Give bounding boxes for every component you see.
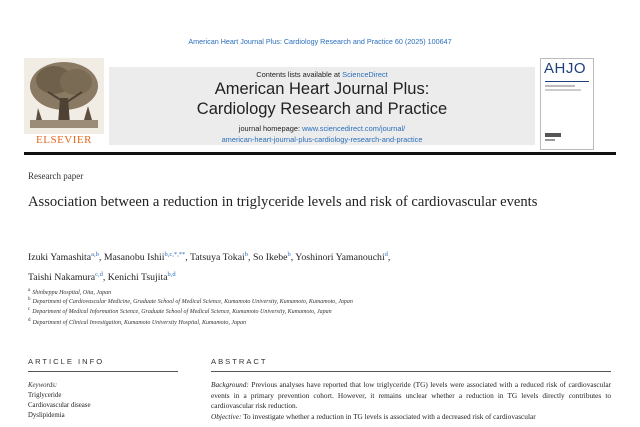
- author[interactable]: Tatsuya Tokai$^b$,: [190, 251, 251, 263]
- journal-title-line1: American Heart Journal Plus:: [214, 80, 430, 98]
- sciencedirect-link[interactable]: ScienceDirect: [342, 70, 388, 79]
- journal-title-line2: Cardiology Research and Practice: [196, 100, 448, 118]
- author[interactable]: Masanobu Ishii$^{b,c,*,**}$,: [103, 251, 188, 263]
- homepage-link-part2[interactable]: american-heart-journal-plus-cardiology-research-and-practice: [221, 135, 423, 144]
- objective-text: To investigate whether a reduction in TG levels is associated with a decreased risk of cardiovascular: [243, 411, 536, 421]
- keyword[interactable]: Cardiovascular disease: [28, 402, 91, 409]
- objective-label: Objective:: [211, 411, 242, 421]
- author[interactable]: Izuki Yamashita$^{a,b}$,: [28, 251, 102, 263]
- article-info-rule: [28, 371, 178, 372]
- homepage-label: journal homepage:: [238, 124, 301, 133]
- abstract-body: [211, 380, 611, 422]
- keyword[interactable]: Dyslipidemia: [28, 412, 65, 419]
- abstract-rule: [211, 371, 611, 372]
- elsevier-tree-icon: [24, 58, 104, 134]
- author[interactable]: So Ikebe$^b$,: [252, 251, 294, 263]
- elsevier-wordmark[interactable]: ELSEVIER: [36, 134, 92, 146]
- affiliation: $^c$ Department of Medical Information Science, Graduate School of Medical Science, Kumamoto University, Kumamoto, Japan: [28, 307, 332, 315]
- contents-line: [109, 70, 535, 79]
- keyword[interactable]: Triglyceride: [28, 392, 62, 399]
- author[interactable]: Yoshinori Yamanouchi$^d$,: [295, 251, 391, 263]
- homepage-link-part1[interactable]: www.sciencedirect.com/journal/: [302, 124, 406, 133]
- affiliation: $^a$ Shinbeppu Hospital, Oita, Japan: [28, 288, 112, 296]
- article-title: Association between a reduction in triglyceride levels and risk of cardiovascular events: [28, 194, 538, 210]
- journal-citation[interactable]: American Heart Journal Plus: Cardiology Research and Practice 60 (2025) 100647: [188, 37, 452, 46]
- journal-title: [109, 79, 535, 119]
- background-label: Background:: [211, 380, 249, 389]
- affiliation: $^d$ Department of Clinical Investigation, Kumamoto University Hospital, Kumamoto, Japan: [28, 318, 246, 326]
- author-list: [28, 246, 588, 286]
- cover-title: AHJO: [544, 60, 587, 77]
- contents-prefix: Contents lists available at: [256, 70, 341, 79]
- keywords-label: Keywords:: [28, 382, 58, 389]
- article-type: Research paper: [28, 171, 84, 181]
- abstract-heading: ABSTRACT: [211, 357, 268, 366]
- affiliation: $^b$ Department of Cardiovascular Medicine, Graduate School of Medical Science, Kumamoto University, Kumamoto, Kumamoto, Japan: [28, 297, 353, 305]
- background-text: Previous analyses have reported that low triglyceride (TG) levels were associated with a reduced risk of cardiovascular events in a primary prevention cohort. However, it remains unclear whether a reduction in TG levels directly contributes to cardiovascular risk reduction.: [211, 380, 612, 411]
- header-divider: [24, 152, 616, 155]
- article-info-heading: ARTICLE INFO: [28, 357, 105, 366]
- author[interactable]: Taishi Nakamura$^{c,d}$,: [28, 271, 106, 283]
- author[interactable]: Kenichi Tsujita$^{b,d}$: [107, 271, 176, 283]
- journal-homepage: [109, 123, 535, 145]
